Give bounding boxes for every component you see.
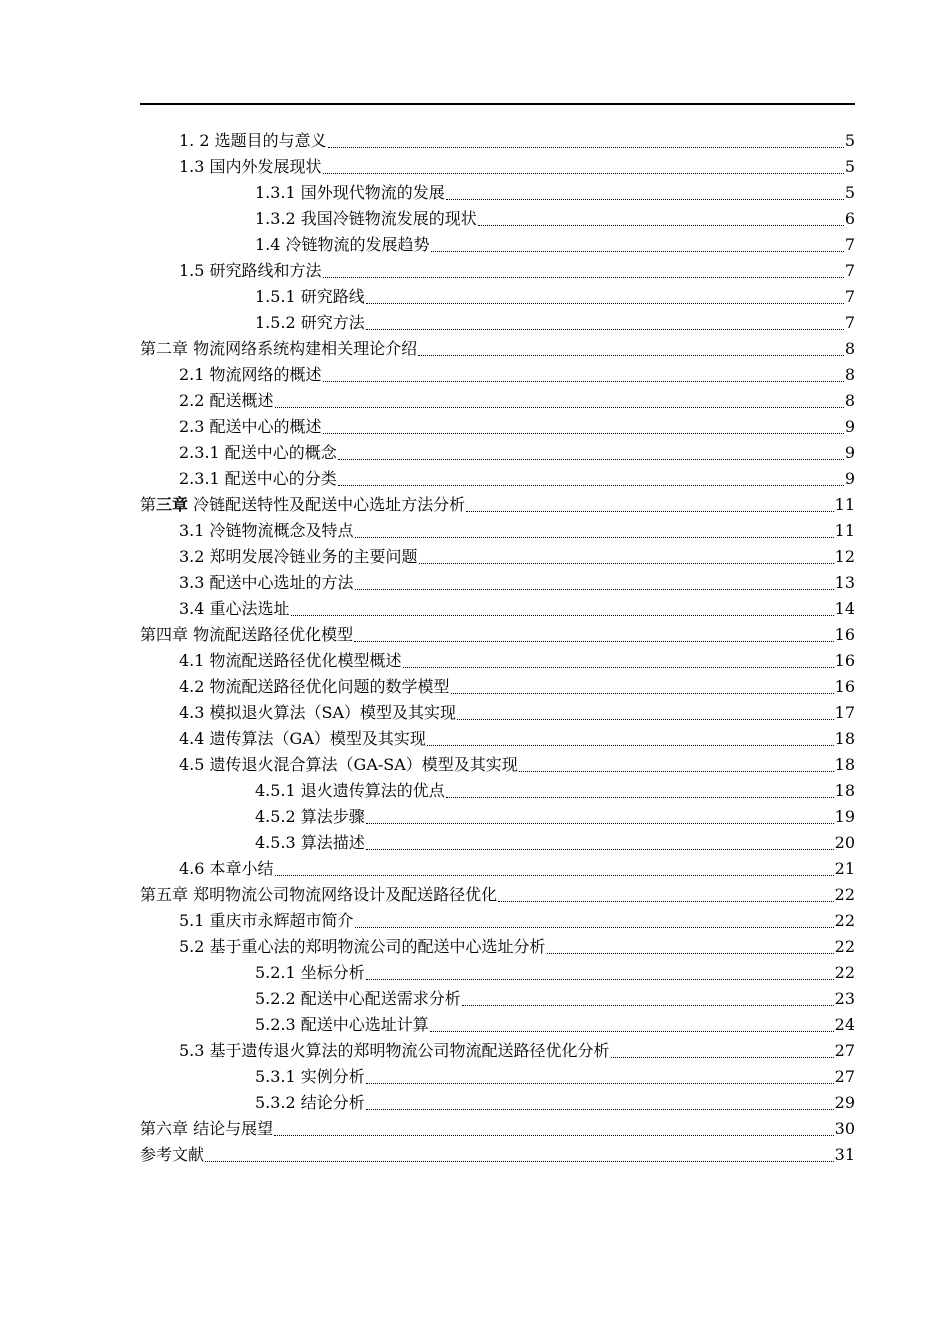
toc-entry-title-prefix: 第 (140, 495, 157, 514)
toc-entry[interactable] (140, 518, 855, 544)
toc-entry-title: 2.3 配送中心的概述 (179, 417, 322, 436)
toc-dot-leader (418, 355, 844, 356)
toc-page-number: 5 (844, 157, 855, 176)
toc-entry[interactable] (140, 986, 855, 1012)
toc-page-number: 18 (834, 781, 855, 800)
toc-dot-leader (323, 277, 844, 278)
toc-page-number: 9 (844, 443, 855, 462)
toc-dot-leader (355, 927, 834, 928)
toc-dot-leader (446, 199, 844, 200)
toc-page-number: 22 (834, 963, 855, 982)
toc-page-number: 20 (834, 833, 855, 852)
toc-entry-title: 1. 2 选题目的与意义 (179, 131, 327, 150)
toc-page-number: 22 (834, 911, 855, 930)
toc-page-number: 23 (834, 989, 855, 1008)
toc-page-number: 7 (844, 235, 855, 254)
toc-entry-title: 4.1 物流配送路径优化模型概述 (179, 651, 402, 670)
toc-page-number: 7 (844, 313, 855, 332)
toc-dot-leader (366, 849, 834, 850)
toc-page-number: 9 (844, 417, 855, 436)
toc-entry-title: 3.3 配送中心选址的方法 (179, 573, 354, 592)
toc-entry[interactable] (140, 492, 855, 518)
toc-entry-title: 5.2.3 配送中心选址计算 (255, 1015, 429, 1034)
toc-entry-title: 4.5 遗传退火混合算法（GA-SA）模型及其实现 (179, 755, 518, 774)
toc-page-number: 18 (834, 729, 855, 748)
toc-entry[interactable] (140, 388, 855, 414)
toc-entry[interactable] (140, 414, 855, 440)
toc-entry[interactable] (140, 908, 855, 934)
toc-entry[interactable] (140, 570, 855, 596)
toc-entry[interactable] (140, 1038, 855, 1064)
toc-dot-leader (323, 173, 844, 174)
toc-entry-title: 1.5 研究路线和方法 (179, 261, 322, 280)
toc-dot-leader (466, 511, 834, 512)
toc-entry-title: 4.3 模拟退火算法（SA）模型及其实现 (179, 703, 457, 722)
toc-page-number: 21 (834, 859, 855, 878)
toc-entry[interactable] (140, 830, 855, 856)
toc-entry-title: 4.2 物流配送路径优化问题的数学模型 (179, 677, 450, 696)
toc-page-number: 19 (834, 807, 855, 826)
toc-dot-leader (366, 979, 834, 980)
toc-entry[interactable] (140, 466, 855, 492)
toc-page-number: 5 (844, 131, 855, 150)
toc-entry[interactable] (140, 1116, 855, 1142)
toc-entry-title: 第四章 物流配送路径优化模型 (140, 625, 354, 644)
toc-dot-leader (547, 953, 834, 954)
header-rule (140, 103, 855, 105)
toc-entry[interactable] (140, 1090, 855, 1116)
toc-dot-leader (498, 901, 834, 902)
toc-dot-leader (366, 303, 844, 304)
toc-entry-title: 3.1 冷链物流概念及特点 (179, 521, 354, 540)
toc-page-number: 6 (844, 209, 855, 228)
toc-page-number: 12 (834, 547, 855, 566)
toc-entry[interactable] (140, 440, 855, 466)
toc-entry[interactable] (140, 232, 855, 258)
toc-entry-title: 第二章 物流网络系统构建相关理论介绍 (140, 339, 418, 358)
toc-entry[interactable] (140, 1064, 855, 1090)
toc-entry[interactable] (140, 622, 855, 648)
toc-page-number: 16 (834, 677, 855, 696)
toc-entry[interactable] (140, 700, 855, 726)
toc-page-number: 30 (834, 1119, 855, 1138)
toc-page-number: 22 (834, 885, 855, 904)
toc-dot-leader (291, 615, 834, 616)
toc-dot-leader (354, 641, 834, 642)
toc-dot-leader (478, 225, 844, 226)
toc-entry[interactable] (140, 180, 855, 206)
toc-entry-title: 第六章 结论与展望 (140, 1119, 274, 1138)
toc-dot-leader (519, 771, 834, 772)
toc-dot-leader (366, 329, 844, 330)
toc-entry-title: 5.3.1 实例分析 (255, 1067, 365, 1086)
toc-entry[interactable] (140, 726, 855, 752)
toc-entry[interactable] (140, 934, 855, 960)
toc-entry[interactable] (140, 596, 855, 622)
toc-dot-leader (462, 1005, 834, 1006)
toc-dot-leader (366, 823, 834, 824)
toc-entry-title: 第五章 郑明物流公司物流网络设计及配送路径优化 (140, 885, 498, 904)
toc-entry-title-rest: 冷链配送特性及配送中心选址方法分析 (188, 495, 466, 514)
toc-entry-title: 5.2.1 坐标分析 (255, 963, 365, 982)
toc-page-number: 16 (834, 651, 855, 670)
toc-entry-title: 5.3 基于遗传退火算法的郑明物流公司物流配送路径优化分析 (179, 1041, 610, 1060)
toc-dot-leader (366, 1083, 834, 1084)
toc-page-number: 31 (834, 1145, 855, 1164)
toc-dot-leader (403, 667, 834, 668)
toc-entry-title: 1.3 国内外发展现状 (179, 157, 322, 176)
toc-entry-title: 3.2 郑明发展冷链业务的主要问题 (179, 547, 418, 566)
toc-entry-title: 1.4 冷链物流的发展趋势 (255, 235, 430, 254)
toc-page-number: 8 (844, 339, 855, 358)
table-of-contents (140, 128, 855, 1168)
toc-entry[interactable] (140, 648, 855, 674)
toc-entry-title: 5.3.2 结论分析 (255, 1093, 365, 1112)
toc-dot-leader (338, 459, 844, 460)
toc-dot-leader (366, 1109, 834, 1110)
toc-page-number: 22 (834, 937, 855, 956)
toc-entry-title: 1.3.2 我国冷链物流发展的现状 (255, 209, 477, 228)
toc-entry-title: 5.2.2 配送中心配送需求分析 (255, 989, 461, 1008)
toc-dot-leader (431, 251, 844, 252)
toc-entry-title: 1.3.1 国外现代物流的发展 (255, 183, 445, 202)
toc-entry[interactable] (140, 960, 855, 986)
toc-entry[interactable] (140, 154, 855, 180)
toc-dot-leader (430, 1031, 834, 1032)
toc-page-number: 27 (834, 1041, 855, 1060)
toc-entry[interactable] (140, 336, 855, 362)
toc-entry-title: 4.4 遗传算法（GA）模型及其实现 (179, 729, 426, 748)
toc-entry[interactable] (140, 544, 855, 570)
toc-page-number: 8 (844, 365, 855, 384)
toc-page-number: 9 (844, 469, 855, 488)
toc-entry[interactable] (140, 804, 855, 830)
toc-dot-leader (446, 797, 834, 798)
toc-entry-title: 4.5.2 算法步骤 (255, 807, 365, 826)
toc-entry-title: 参考文献 (140, 1145, 205, 1164)
toc-dot-leader (205, 1161, 834, 1162)
toc-entry-title-strong: 三章 (156, 495, 189, 514)
toc-dot-leader (274, 1135, 834, 1136)
toc-entry[interactable] (140, 674, 855, 700)
toc-page-number: 11 (834, 495, 855, 514)
toc-entry[interactable] (140, 882, 855, 908)
toc-page-number: 13 (834, 573, 855, 592)
toc-entry-title: 2.2 配送概述 (179, 391, 274, 410)
toc-entry-title: 5.1 重庆市永辉超市简介 (179, 911, 354, 930)
toc-entry-title (140, 492, 465, 518)
toc-page-number: 17 (834, 703, 855, 722)
toc-page-number: 5 (844, 183, 855, 202)
toc-entry-title: 2.3.1 配送中心的分类 (179, 469, 337, 488)
toc-page-number: 7 (844, 261, 855, 280)
toc-entry[interactable] (140, 206, 855, 232)
toc-dot-leader (427, 745, 834, 746)
toc-page-number: 16 (834, 625, 855, 644)
toc-entry-title: 1.5.2 研究方法 (255, 313, 365, 332)
toc-entry[interactable] (140, 128, 855, 154)
toc-dot-leader (457, 719, 834, 720)
toc-dot-leader (338, 485, 844, 486)
toc-page-number: 11 (834, 521, 855, 540)
toc-entry-title: 5.2 基于重心法的郑明物流公司的配送中心选址分析 (179, 937, 546, 956)
toc-entry-title: 3.4 重心法选址 (179, 599, 290, 618)
toc-entry[interactable] (140, 856, 855, 882)
toc-page-number: 7 (844, 287, 855, 306)
toc-dot-leader (419, 563, 834, 564)
toc-entry[interactable] (140, 284, 855, 310)
toc-entry[interactable] (140, 362, 855, 388)
toc-page-number: 27 (834, 1067, 855, 1086)
toc-entry[interactable] (140, 258, 855, 284)
toc-entry-title: 1.5.1 研究路线 (255, 287, 365, 306)
toc-entry[interactable] (140, 310, 855, 336)
toc-page-number: 14 (834, 599, 855, 618)
toc-entry-title: 4.6 本章小结 (179, 859, 274, 878)
toc-entry[interactable] (140, 1012, 855, 1038)
toc-entry-title: 4.5.1 退火遗传算法的优点 (255, 781, 445, 800)
toc-entry[interactable] (140, 1142, 855, 1168)
toc-dot-leader (275, 407, 844, 408)
toc-dot-leader (323, 433, 844, 434)
toc-entry[interactable] (140, 752, 855, 778)
toc-entry-title: 4.5.3 算法描述 (255, 833, 365, 852)
toc-dot-leader (328, 147, 844, 148)
toc-entry[interactable] (140, 778, 855, 804)
toc-page-number: 18 (834, 755, 855, 774)
toc-dot-leader (355, 589, 834, 590)
toc-page-number: 24 (834, 1015, 855, 1034)
toc-page-number: 29 (834, 1093, 855, 1112)
toc-entry-title: 2.1 物流网络的概述 (179, 365, 322, 384)
toc-entry-title: 2.3.1 配送中心的概念 (179, 443, 337, 462)
toc-dot-leader (323, 381, 844, 382)
toc-page-number: 8 (844, 391, 855, 410)
toc-dot-leader (451, 693, 834, 694)
toc-dot-leader (275, 875, 834, 876)
toc-dot-leader (355, 537, 834, 538)
toc-dot-leader (611, 1057, 834, 1058)
